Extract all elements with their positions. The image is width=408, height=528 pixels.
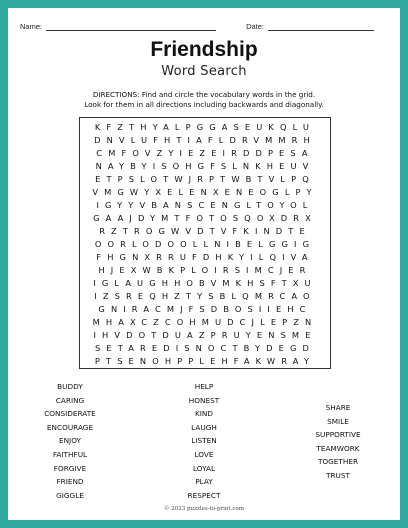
- grid-row-letters[interactable]: GAAJDYMTFOTOSQOXDRX: [93, 213, 317, 223]
- word-list-item: TEAMWORK: [316, 443, 360, 453]
- word-list-column-1: [30, 380, 110, 502]
- word-list-item: SMILE: [327, 416, 349, 426]
- page-subtitle: Word Search: [161, 64, 247, 79]
- date-label: Date:: [246, 22, 265, 31]
- word-list-item: LAUGH: [191, 422, 217, 432]
- grid-row-letters[interactable]: IZSREQHZTYSBLQMRCAO: [94, 291, 316, 301]
- copyright-footer: © 2023 puzzles-to-print.com: [164, 506, 244, 512]
- grid-row-letters[interactable]: NAYBYISOHGFSLNKHEUV: [95, 161, 315, 171]
- page-title: Friendship: [150, 38, 258, 61]
- name-label: Name:: [20, 22, 43, 31]
- word-list-item: ENCOURAGE: [46, 422, 94, 432]
- word-list-item: HELP: [194, 382, 214, 391]
- directions-line-2: Look for them in all directions including backwards and diagonally.: [84, 99, 324, 109]
- word-list-item: TOGETHER: [317, 457, 359, 467]
- grid-row-letters[interactable]: ETPSLOTWJRPTWBTVLPQ: [95, 174, 315, 184]
- word-list-item: GIGGLE: [56, 490, 84, 500]
- name-field[interactable]: [46, 22, 216, 31]
- word-list-item: LISTEN: [191, 436, 217, 446]
- word-list-column-2: [164, 380, 244, 502]
- word-list-item: FRIEND: [56, 477, 84, 487]
- grid-row-letters[interactable]: PTSENOHPPLEHFAKWRAY: [94, 356, 316, 366]
- word-list-item: SUPPORTIVE: [315, 430, 361, 440]
- word-list-item: LOVE: [194, 449, 214, 459]
- grid-row-letters[interactable]: HJEXWBKPLOIRSIMCJER: [98, 265, 312, 275]
- word-list-item: PLAY: [195, 477, 213, 487]
- word-list-item: LOYAL: [192, 463, 216, 473]
- grid-row-letters[interactable]: KFZTHYALPGGASEUKQLU: [94, 122, 316, 132]
- word-list-item: SHARE: [325, 403, 351, 412]
- word-list-item: TRUST: [326, 470, 350, 480]
- directions-line-1: DIRECTIONS: Find and circle the vocabulary words in the grid.: [92, 90, 316, 99]
- grid-row-letters[interactable]: SETAREDISNOCTBYDEGD: [95, 343, 315, 353]
- grid-row-letters[interactable]: GNIRACMJFSDBOSIIEHC: [98, 304, 312, 314]
- grid-row-letters[interactable]: RZTROGWVDTVFKINDTE: [99, 226, 311, 236]
- grid-row-letters[interactable]: IHVDOTDUAZPRUYENSME: [93, 330, 317, 340]
- name-date-line: [20, 22, 388, 31]
- grid-row-letters[interactable]: IGLAUGHHOBVMKHSFTXU: [93, 278, 317, 288]
- grid-row: [80, 355, 330, 371]
- date-field[interactable]: [268, 22, 374, 31]
- word-list-item: CONSIDERATE: [44, 409, 96, 419]
- worksheet: [8, 8, 400, 520]
- word-list-item: RESPECT: [187, 490, 221, 500]
- word-search-grid: [79, 117, 331, 369]
- grid-row-letters[interactable]: CMFOVZYIEZEIRDDPESA: [96, 148, 314, 158]
- word-list-item: HONEST: [188, 395, 220, 405]
- grid-row-letters[interactable]: VMGWYXELENXENEOGLPY: [92, 187, 318, 197]
- grid-row-letters[interactable]: FHGNXRRUFDHKYILQIVA: [96, 252, 314, 262]
- grid-row-letters[interactable]: OORLODOOLLNIBELGGIG: [94, 239, 316, 249]
- word-list-item: ENJOY: [58, 436, 82, 446]
- grid-row-letters[interactable]: DNVLUFHTIAFLDRVMMRH: [94, 135, 316, 145]
- directions: [38, 90, 370, 109]
- grid-row-letters[interactable]: MHAXCZCOHMUDCJLEPZN: [92, 317, 318, 327]
- word-list-item: KIND: [194, 409, 213, 419]
- grid-row-letters[interactable]: IGYYVBANSCENGLTOYOL: [96, 200, 314, 210]
- word-list-item: BUDDY: [57, 382, 83, 391]
- word-list-item: FORGIVE: [53, 463, 87, 473]
- word-list-item: CARING: [55, 395, 85, 405]
- word-list-column-3: [298, 401, 378, 483]
- word-list-item: FAITHFUL: [52, 449, 88, 459]
